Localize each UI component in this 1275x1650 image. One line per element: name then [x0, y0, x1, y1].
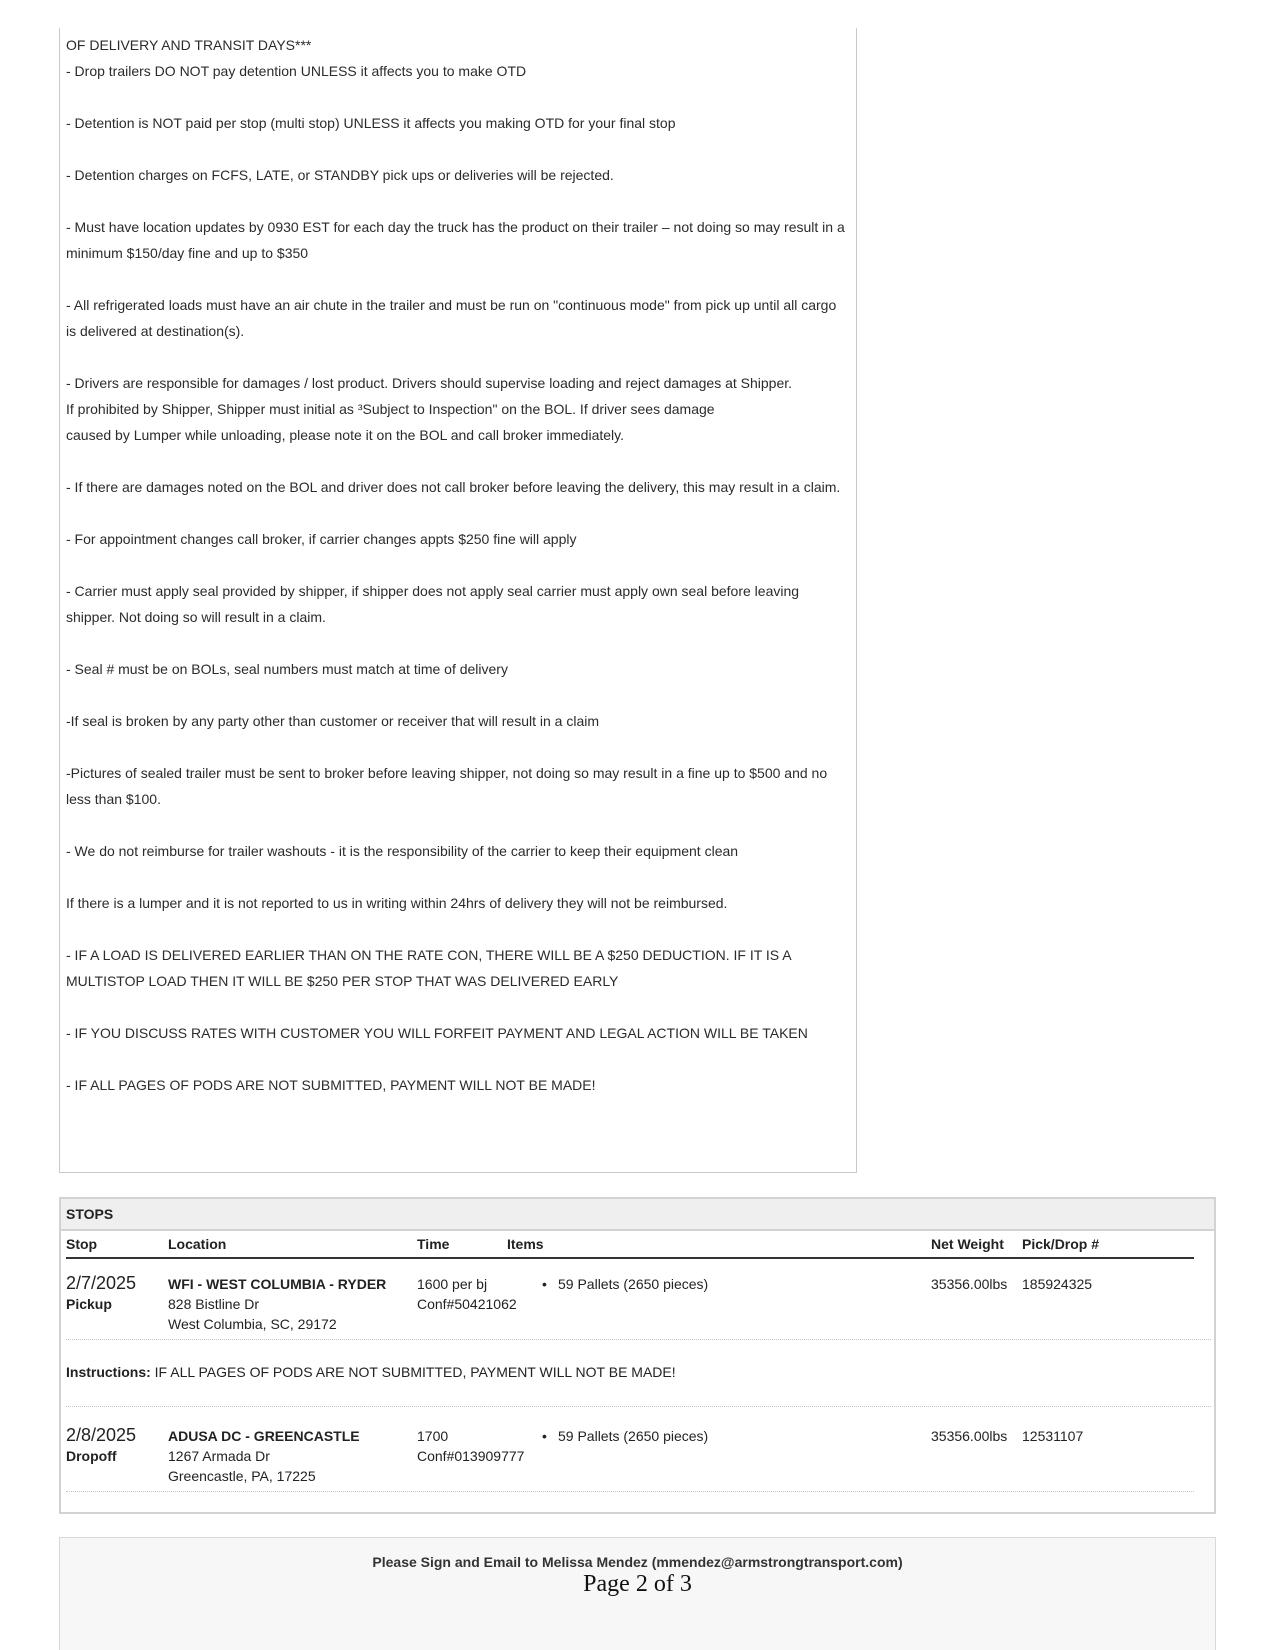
- stop-pick-drop-number: 12531107: [1022, 1428, 1084, 1444]
- terms-line: - Drivers are responsible for damages / lost product. Drivers should supervise loading and reject damages at Shipper.: [66, 375, 793, 391]
- stops-title: STOPS: [61, 1199, 1214, 1231]
- terms-line: caused by Lumper while unloading, please note it on the BOL and call broker immediately.: [66, 427, 624, 443]
- stop-confirmation: Conf#013909777: [417, 1448, 525, 1464]
- page-number: Page 2 of 3: [583, 1571, 692, 1597]
- column-header-items: Items: [507, 1236, 544, 1252]
- terms-line: - Carrier must apply seal provided by shipper, if shipper does not apply seal carrier must apply own seal before leaving shipper. Not doing so will result in a claim.: [66, 583, 800, 625]
- sign-instruction: Please Sign and Email to Melissa Mendez (mmendez@armstrongtransport.com): [372, 1554, 903, 1570]
- terms-line: - Detention charges on FCFS, LATE, or STANDBY pick ups or deliveries will be rejected.: [66, 167, 614, 183]
- stop-weight: 35356.00lbs: [931, 1428, 1008, 1444]
- column-header-location: Location: [168, 1236, 227, 1252]
- stop-confirmation: Conf#50421062: [417, 1296, 517, 1312]
- stop-date: 2/7/2025: [66, 1273, 137, 1293]
- column-header-time: Time: [417, 1236, 450, 1252]
- terms-line: - Drop trailers DO NOT pay detention UNLESS it affects you to make OTD: [66, 63, 527, 79]
- terms-line: - If there are damages noted on the BOL and driver does not call broker before leaving the delivery, this may result in a claim.: [66, 479, 841, 495]
- terms-line: If prohibited by Shipper, Shipper must initial as ³Subject to Inspection" on the BOL. If driver sees damage: [66, 401, 715, 417]
- stops-table: [59, 1197, 1216, 1514]
- location-name: WFI - WEST COLUMBIA - RYDER: [168, 1276, 387, 1292]
- column-header-pick-drop: Pick/Drop #: [1022, 1236, 1100, 1252]
- location-name: ADUSA DC - GREENCASTLE: [168, 1428, 360, 1444]
- stop-time: 1600 per bj: [417, 1276, 488, 1292]
- location-city: Greencastle, PA, 17225: [168, 1468, 316, 1484]
- location-city: West Columbia, SC, 29172: [168, 1316, 337, 1332]
- location-address: 828 Bistline Dr: [168, 1296, 260, 1312]
- terms-line: - IF A LOAD IS DELIVERED EARLIER THAN ON THE RATE CON, THERE WILL BE A $250 DEDUCTION. IF IT IS A MULTISTOP LOAD THEN IT WILL BE $250 PER STOP THAT WAS DELIVERED EARLY: [66, 947, 791, 989]
- stop-type: Pickup: [66, 1296, 112, 1312]
- terms-line: -Pictures of sealed trailer must be sent to broker before leaving shipper, not doing so may result in a fine up to $500 and no less than $100.: [66, 765, 828, 807]
- stop-item: • 59 Pallets (2650 pieces): [558, 1274, 708, 1294]
- stop-instructions: [66, 1362, 676, 1382]
- column-header-stop: Stop: [66, 1236, 98, 1252]
- location-address: 1267 Armada Dr: [168, 1448, 270, 1464]
- terms-line: - Must have location updates by 0930 EST for each day the truck has the product on their trailer – not doing so may result in a minimum $150/day fine and up to $350: [66, 219, 845, 261]
- row-divider: [66, 1491, 1194, 1492]
- instructions-text: IF ALL PAGES OF PODS ARE NOT SUBMITTED, PAYMENT WILL NOT BE MADE!: [154, 1364, 676, 1380]
- row-divider: [66, 1406, 1211, 1407]
- stop-type: Dropoff: [66, 1448, 117, 1464]
- terms-section: [59, 28, 857, 1173]
- terms-line: - All refrigerated loads must have an air chute in the trailer and must be run on "continuous mode" from pick up until all cargo is delivered at destination(s).: [66, 297, 837, 339]
- terms-line: - IF ALL PAGES OF PODS ARE NOT SUBMITTED, PAYMENT WILL NOT BE MADE!: [66, 1077, 596, 1093]
- terms-line: - For appointment changes call broker, if carrier changes appts $250 fine will apply: [66, 531, 577, 547]
- stop-weight: 35356.00lbs: [931, 1276, 1008, 1292]
- instructions-label: Instructions:: [66, 1364, 151, 1380]
- terms-line: If there is a lumper and it is not reported to us in writing within 24hrs of delivery they will not be reimbursed.: [66, 895, 728, 911]
- stop-time: 1700: [417, 1428, 449, 1444]
- stop-pick-drop-number: 185924325: [1022, 1276, 1093, 1292]
- terms-line: - We do not reimburse for trailer washouts - it is the responsibility of the carrier to keep their equipment clean: [66, 843, 739, 859]
- stop-item: • 59 Pallets (2650 pieces): [558, 1426, 708, 1446]
- terms-line: OF DELIVERY AND TRANSIT DAYS***: [66, 37, 312, 53]
- terms-line: -If seal is broken by any party other than customer or receiver that will result in a claim: [66, 713, 599, 729]
- terms-line: - IF YOU DISCUSS RATES WITH CUSTOMER YOU WILL FORFEIT PAYMENT AND LEGAL ACTION WILL BE TAKEN: [66, 1025, 808, 1041]
- header-divider: [66, 1257, 1194, 1259]
- stop-date: 2/8/2025: [66, 1425, 137, 1445]
- row-divider: [66, 1339, 1211, 1340]
- terms-line: - Detention is NOT paid per stop (multi stop) UNLESS it affects you making OTD for your final stop: [66, 115, 676, 131]
- terms-line: - Seal # must be on BOLs, seal numbers must match at time of delivery: [66, 661, 508, 677]
- signature-footer: [59, 1537, 1216, 1650]
- column-header-net-weight: Net Weight: [931, 1236, 1004, 1252]
